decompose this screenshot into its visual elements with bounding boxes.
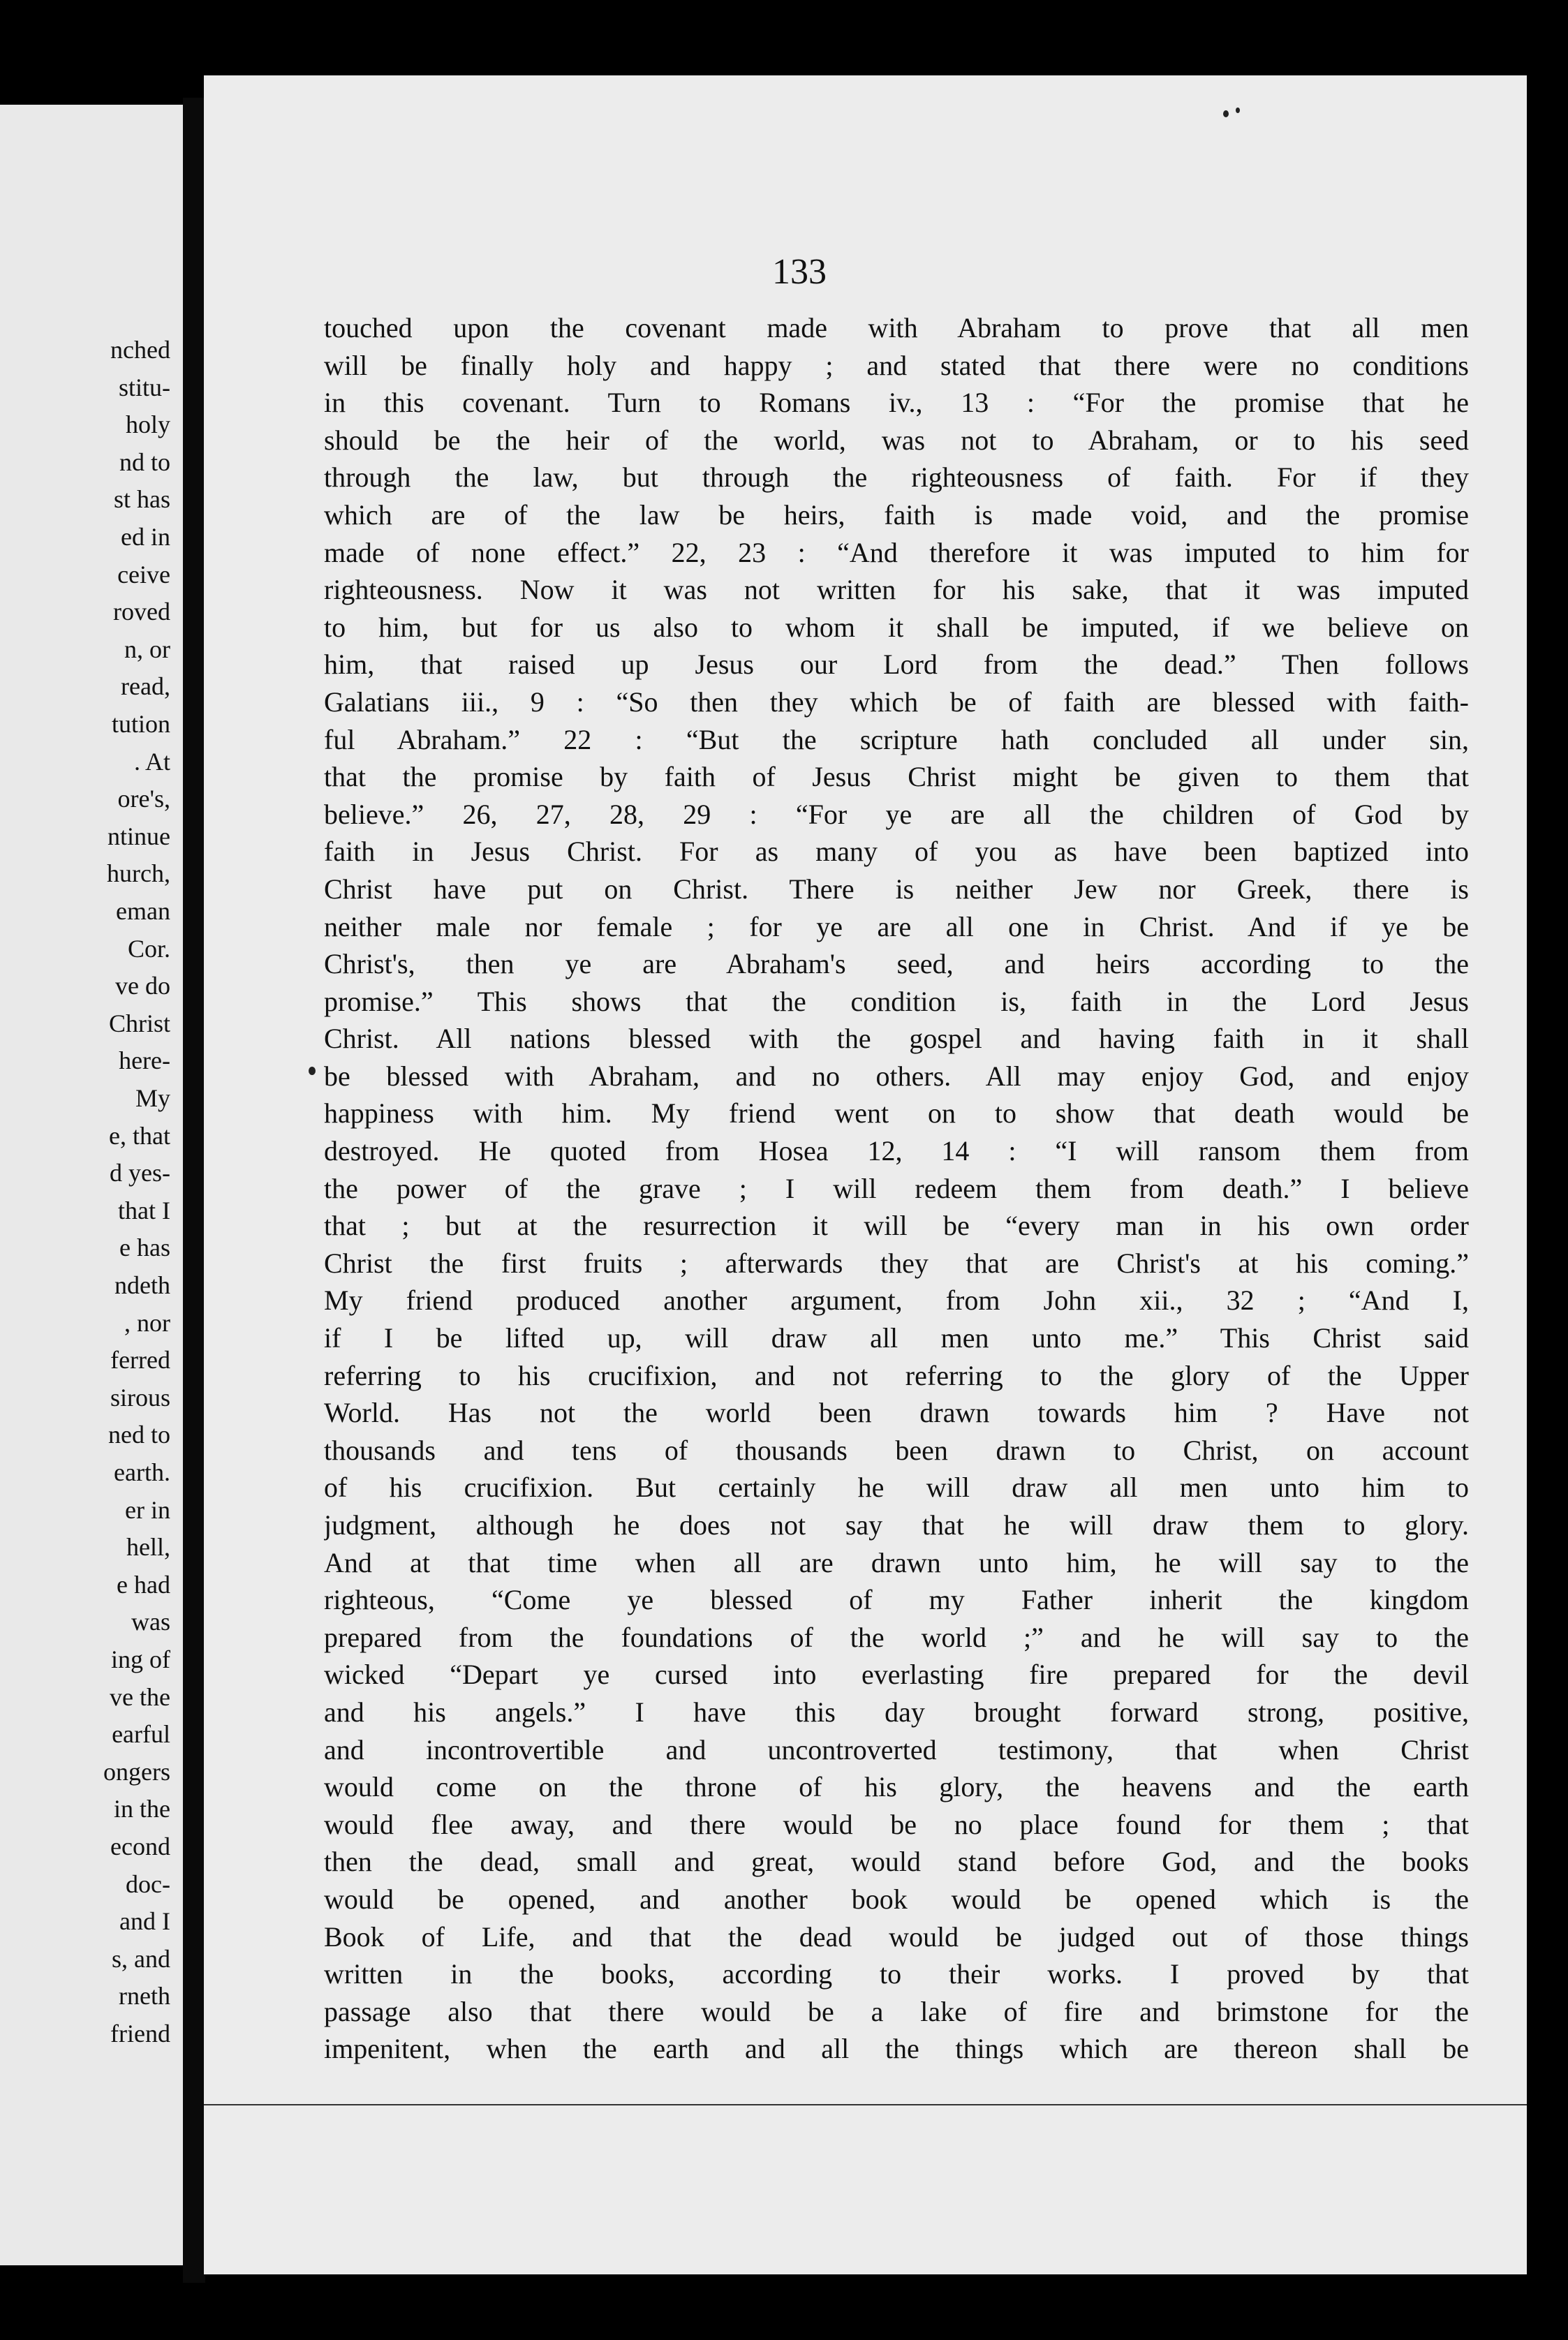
text-line: should be the heir of the world, was not to Abraham, or to his seed [324, 424, 1469, 456]
text-line: that ; but at the resurrection it will be “every man in his own order [324, 1210, 1469, 1242]
text-line: My friend produced another argument, from John xii., 32 ; “And I, [324, 1284, 1469, 1317]
text-line: would come on the throne of his glory, the heavens and the earth [324, 1771, 1469, 1803]
left-page-line-fragment: d yes- [110, 1159, 170, 1187]
left-page-line-fragment: nd to [119, 447, 170, 476]
left-page-line-fragment: ned to [108, 1421, 170, 1449]
text-line: righteous, “Come ye blessed of my Father inherit the kingdom [324, 1584, 1469, 1616]
left-page-line-fragment: ve the [110, 1682, 170, 1711]
left-page-line-fragment: e has [119, 1234, 170, 1262]
text-line: him, that raised up Jesus our Lord from the dead.” Then follows [324, 649, 1469, 681]
text-line: Christ the first fruits ; afterwards they that are Christ's at his coming.” [324, 1247, 1469, 1279]
text-line: then the dead, small and great, would stand before God, and the books [324, 1846, 1469, 1878]
text-line: prepared from the foundations of the world ;” and he will say to the [324, 1621, 1469, 1653]
left-page-line-fragment: ferred [110, 1346, 170, 1375]
left-page-line-fragment: ndeth [114, 1271, 170, 1299]
left-page-line-fragment: ntinue [108, 822, 170, 850]
text-line: made of none effect.” 22, 23 : “And therefore it was imputed to him for [324, 536, 1469, 568]
text-line: destroyed. He quoted from Hosea 12, 14 : “I will ransom them from [324, 1135, 1469, 1167]
text-line: the power of the grave ; I will redeem them from death.” I believe [324, 1172, 1469, 1204]
text-line: to him, but for us also to whom it shall be imputed, if we believe on [324, 611, 1469, 643]
text-line: thousands and tens of thousands been drawn to Christ, on account [324, 1434, 1469, 1466]
text-line: and incontrovertible and uncontroverted testimony, that when Christ [324, 1733, 1469, 1765]
text-line: righteousness. Now it was not written for his sake, that it was imputed [324, 574, 1469, 606]
left-page-line-fragment: and I [119, 1907, 170, 1936]
left-page-line-fragment: rneth [119, 1982, 170, 2011]
text-line: referring to his crucifixion, and not referring to the glory of the Upper [324, 1359, 1469, 1391]
left-page-line-fragment: econd [110, 1832, 170, 1860]
text-line: Galatians iii., 9 : “So then they which be of faith are blessed with faith- [324, 686, 1469, 718]
left-page-line-fragment: hurch, [107, 859, 170, 888]
text-line: Christ have put on Christ. There is neither Jew nor Greek, there is [324, 873, 1469, 905]
text-line: And at that time when all are drawn unto him, he will say to the [324, 1546, 1469, 1578]
left-page-line-fragment: in the [114, 1795, 170, 1823]
left-page-line-fragment: ongers [103, 1757, 170, 1786]
left-page-line-fragment: hell, [126, 1533, 170, 1562]
left-page-line-fragment: ed in [121, 523, 170, 551]
left-page-line-fragment: stitu- [118, 373, 170, 401]
left-page-line-fragment: My [135, 1084, 170, 1112]
page-number: 133 [772, 252, 827, 292]
text-line: wicked “Depart ye cursed into everlasting fire prepared for the devil [324, 1659, 1469, 1691]
left-page-line-fragment: Cor. [127, 934, 170, 963]
text-line: will be finally holy and happy ; and stated that there were no conditions [324, 349, 1469, 381]
left-page-line-fragment: here- [119, 1046, 170, 1075]
left-page-line-fragment: roved [113, 598, 170, 626]
left-page-line-fragment: nched [110, 336, 170, 364]
text-line: passage also that there would be a lake of fire and brimstone for the [324, 1995, 1469, 2027]
left-page-line-fragment: ceive [117, 560, 170, 588]
text-line: believe.” 26, 27, 28, 29 : “For ye are all the children of God by [324, 798, 1469, 830]
left-page-line-fragment: er in [125, 1495, 170, 1524]
left-page-line-fragment: ore's, [117, 785, 170, 813]
left-page-line-fragment: earful [112, 1720, 170, 1749]
left-page-line-fragment: was [131, 1608, 170, 1636]
right-page [204, 75, 1527, 2274]
left-page-line-fragment: tution [111, 710, 170, 738]
left-page-line-fragment: sirous [110, 1383, 170, 1412]
text-line: if I be lifted up, will draw all men unto me.” This Christ said [324, 1322, 1469, 1354]
text-line: which are of the law be heirs, faith is made void, and the promise [324, 498, 1469, 531]
left-page-line-fragment: ve do [115, 972, 170, 1000]
left-page-line-fragment: earth. [114, 1458, 170, 1486]
text-line: written in the books, according to their works. I proved by that [324, 1958, 1469, 1990]
text-line: and his angels.” I have this day brought forward strong, positive, [324, 1696, 1469, 1728]
text-line: impenitent, when the earth and all the things which are thereon shall be [324, 2033, 1469, 2065]
left-page-line-fragment: , nor [124, 1308, 170, 1337]
text-line: judgment, although he does not say that he will draw them to glory. [324, 1509, 1469, 1541]
left-page-line-fragment: Christ [108, 1009, 170, 1037]
page-bottom-rule [204, 2104, 1527, 2105]
left-page-fragment [0, 105, 183, 2265]
text-line: Christ. All nations blessed with the gospel and having faith in it shall [324, 1023, 1469, 1055]
text-line: that the promise by faith of Jesus Christ might be given to them that [324, 761, 1469, 793]
text-line: ful Abraham.” 22 : “But the scripture hath concluded all under sin, [324, 723, 1469, 755]
text-line: would flee away, and there would be no place found for them ; that [324, 1808, 1469, 1840]
left-page-line-fragment: doc- [126, 1869, 170, 1898]
text-line: be blessed with Abraham, and no others. All may enjoy God, and enjoy [324, 1060, 1469, 1092]
left-page-line-fragment: that I [118, 1196, 170, 1224]
text-line: of his crucifixion. But certainly he will draw all men unto him to [324, 1472, 1469, 1504]
text-line: touched upon the covenant made with Abraham to prove that all men [324, 312, 1469, 343]
left-page-line-fragment: holy [125, 410, 170, 439]
book-gutter [183, 98, 205, 2283]
text-line: Christ's, then ye are Abraham's seed, and heirs according to the [324, 948, 1469, 980]
text-line: World. Has not the world been drawn towards him ? Have not [324, 1397, 1469, 1429]
text-line: happiness with him. My friend went on to show that death would be [324, 1097, 1469, 1130]
text-line: through the law, but through the righteousness of faith. For if they [324, 461, 1469, 494]
left-page-line-fragment: e had [117, 1570, 170, 1599]
text-line: faith in Jesus Christ. For as many of you as have been baptized into [324, 836, 1469, 868]
left-page-line-fragment: . At [133, 747, 170, 776]
text-line: promise.” This shows that the condition is, faith in the Lord Jesus [324, 985, 1469, 1017]
left-page-line-fragment: st has [114, 485, 170, 514]
text-line: Book of Life, and that the dead would be judged out of those things [324, 1920, 1469, 1953]
left-page-line-fragment: s, and [112, 1944, 170, 1973]
paper-speck [1223, 110, 1229, 117]
text-line: neither male nor female ; for ye are all one in Christ. And if ye be [324, 910, 1469, 942]
paper-speck [1236, 108, 1240, 113]
left-page-line-fragment: ing of [111, 1645, 170, 1673]
page-body-text [324, 309, 1469, 2068]
left-page-line-fragment: e, that [109, 1121, 170, 1150]
paper-speck [309, 1067, 316, 1075]
text-line: would be opened, and another book would be opened which is the [324, 1883, 1469, 1915]
text-line: in this covenant. Turn to Romans iv., 13 : “For the promise that he [324, 387, 1469, 419]
left-page-line-fragment: friend [110, 2020, 170, 2048]
left-page-line-fragment: read, [121, 672, 170, 701]
left-page-line-fragment: eman [116, 897, 170, 925]
left-page-line-fragment: n, or [124, 635, 170, 663]
